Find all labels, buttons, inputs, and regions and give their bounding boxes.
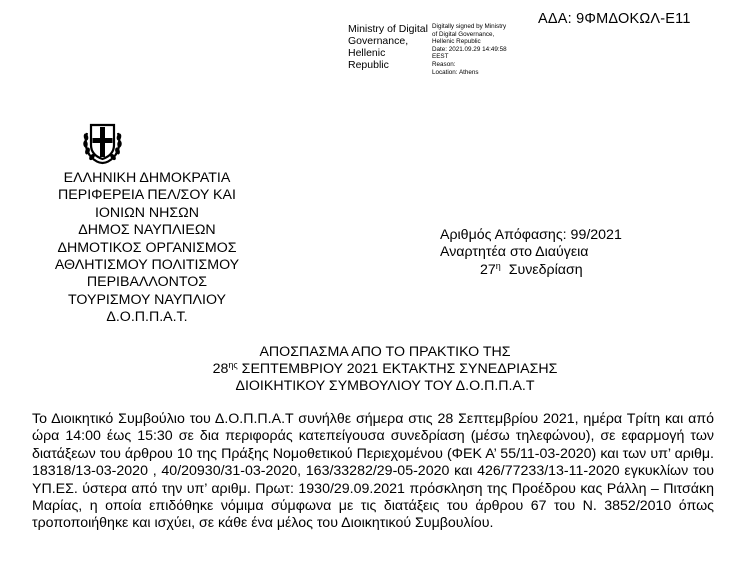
signature-details xyxy=(432,23,542,76)
decision-info xyxy=(440,227,622,279)
signature-detail-line: Location: Athens xyxy=(432,68,479,76)
issuer-line: Δ.Ο.Π.Π.Α.Τ. xyxy=(106,309,188,326)
issuer-line: ΕΛΛΗΝΙΚΗ ΔΗΜΟΚΡΑΤΙΑ xyxy=(63,170,231,186)
signature-detail-line: EEST xyxy=(432,53,449,61)
ada-code: ΑΔΑ: 9ΦΜΔΟΚΩΛ-Ε11 xyxy=(538,11,691,27)
excerpt-line-2-rest: ΣΕΠΤΕΜΒΡΙΟΥ 2021 ΕΚΤΑΚΤΗΣ ΣΥΝΕΔΡΙΑΣΗΣ xyxy=(237,361,558,377)
signature-detail-line: Reason: xyxy=(432,60,456,68)
diavgeia-note: Αναρτητέα στο Διαύγεια xyxy=(440,244,589,261)
signature-detail-line: Hellenic Republic xyxy=(432,38,481,46)
issuer-line: ΑΘΛΗΤΙΣΜΟΥ ΠΟΛΙΤΙΣΜΟΥ xyxy=(54,257,240,274)
issuer-line: ΤΟΥΡΙΣΜΟΥ ΝΑΥΠΛΙΟΥ xyxy=(68,291,226,308)
session-ordinal: η xyxy=(495,260,501,271)
excerpt-line-2 xyxy=(140,361,630,378)
issuer-line: ΔΗΜΟΣ ΝΑΥΠΛΙΕΩΝ xyxy=(78,222,216,239)
issuing-authority xyxy=(12,170,282,327)
issuer-line: ΙΟΝΙΩΝ ΝΗΣΩΝ xyxy=(94,204,200,221)
decision-number: Αριθμός Απόφασης: 99/2021 xyxy=(440,227,622,243)
excerpt-day: 28 xyxy=(212,361,229,377)
signer-line: Ministry of Digital xyxy=(348,23,428,35)
issuer-line: ΠΕΡΙΒΑΛΛΟΝΤΟΣ xyxy=(86,274,208,291)
issuer-line: ΔΗΜΟΤΙΚΟΣ ΟΡΓΑΝΙΣΜΟΣ xyxy=(57,239,237,256)
session-number xyxy=(440,262,622,279)
issuer-line: ΠΕΡΙΦΕΡΕΙΑ ΠΕΛ/ΣΟΥ ΚΑΙ xyxy=(58,187,236,204)
signer-line: Governance, xyxy=(348,35,409,47)
signature-detail-line: Date: 2021.09.29 14:49:58 xyxy=(432,45,507,53)
excerpt-day-ordinal: ης xyxy=(228,360,238,370)
excerpt-heading xyxy=(140,344,630,395)
hellenic-republic-emblem-icon xyxy=(79,121,126,167)
body-paragraph: Το Διοικητικό Συμβούλιο του Δ.Ο.Π.Π.Α.Τ συνήλθε σήμερα στις 28 Σεπτεμβρίου 2021, ημέρα Τρίτη και από ώρα 14:00 έως 15:30 σε δια περιφοράς κατεπείγουσα συνεδρίαση (μέσω τηλεφώνου), σε εφαρμογή των διατάξεων του άρθρου 10 της Πράξης Νομοθετικού Περιεχομένου (ΦΕΚ Α’ 55/11-03-2020) και των υπ’ αριθμ. 18318/13-03-2020 , 40/20930/31-03-2020, 163/33282/29-05-2020 και 426/77233/13-11-2020 εγκυκλίων του ΥΠ.ΕΣ. ύστερα από την υπ’ αριθμ. Πρωτ: 1930/29.09.2021 πρόσκληση της Προέδρου κας Ράλλη – Πιτσάκη Μαρίας, η οποία επιδόθηκε νόμιμα σύμφωνα με τις διατάξεις του άρθρου 67 του Ν. 3852/2010 όπως τροποποιήθηκε και ισχύει, σε κάθε ένα μέλος του Διοικητικού Συμβουλίου. xyxy=(32,411,714,532)
signature-detail-line: Digitally signed by Ministry xyxy=(432,23,507,30)
excerpt-line-3: ΔΙΟΙΚΗΤΙΚΟΥ ΣΥΜΒΟΥΛΙΟΥ ΤΟΥ Δ.Ο.Π.Π.Α.Τ xyxy=(235,378,535,394)
signature-detail-line: of Digital Governance, xyxy=(432,30,495,38)
signer-line: Hellenic Republic xyxy=(348,47,389,71)
excerpt-line-1: ΑΠΟΣΠΑΣΜΑ ΑΠΟ ΤΟ ΠΡΑΚΤΙΚΟ ΤΗΣ xyxy=(259,344,511,360)
session-word: Συνεδρίαση xyxy=(508,261,583,278)
digital-signer xyxy=(348,23,428,71)
session-number-value: 27 xyxy=(480,261,496,278)
